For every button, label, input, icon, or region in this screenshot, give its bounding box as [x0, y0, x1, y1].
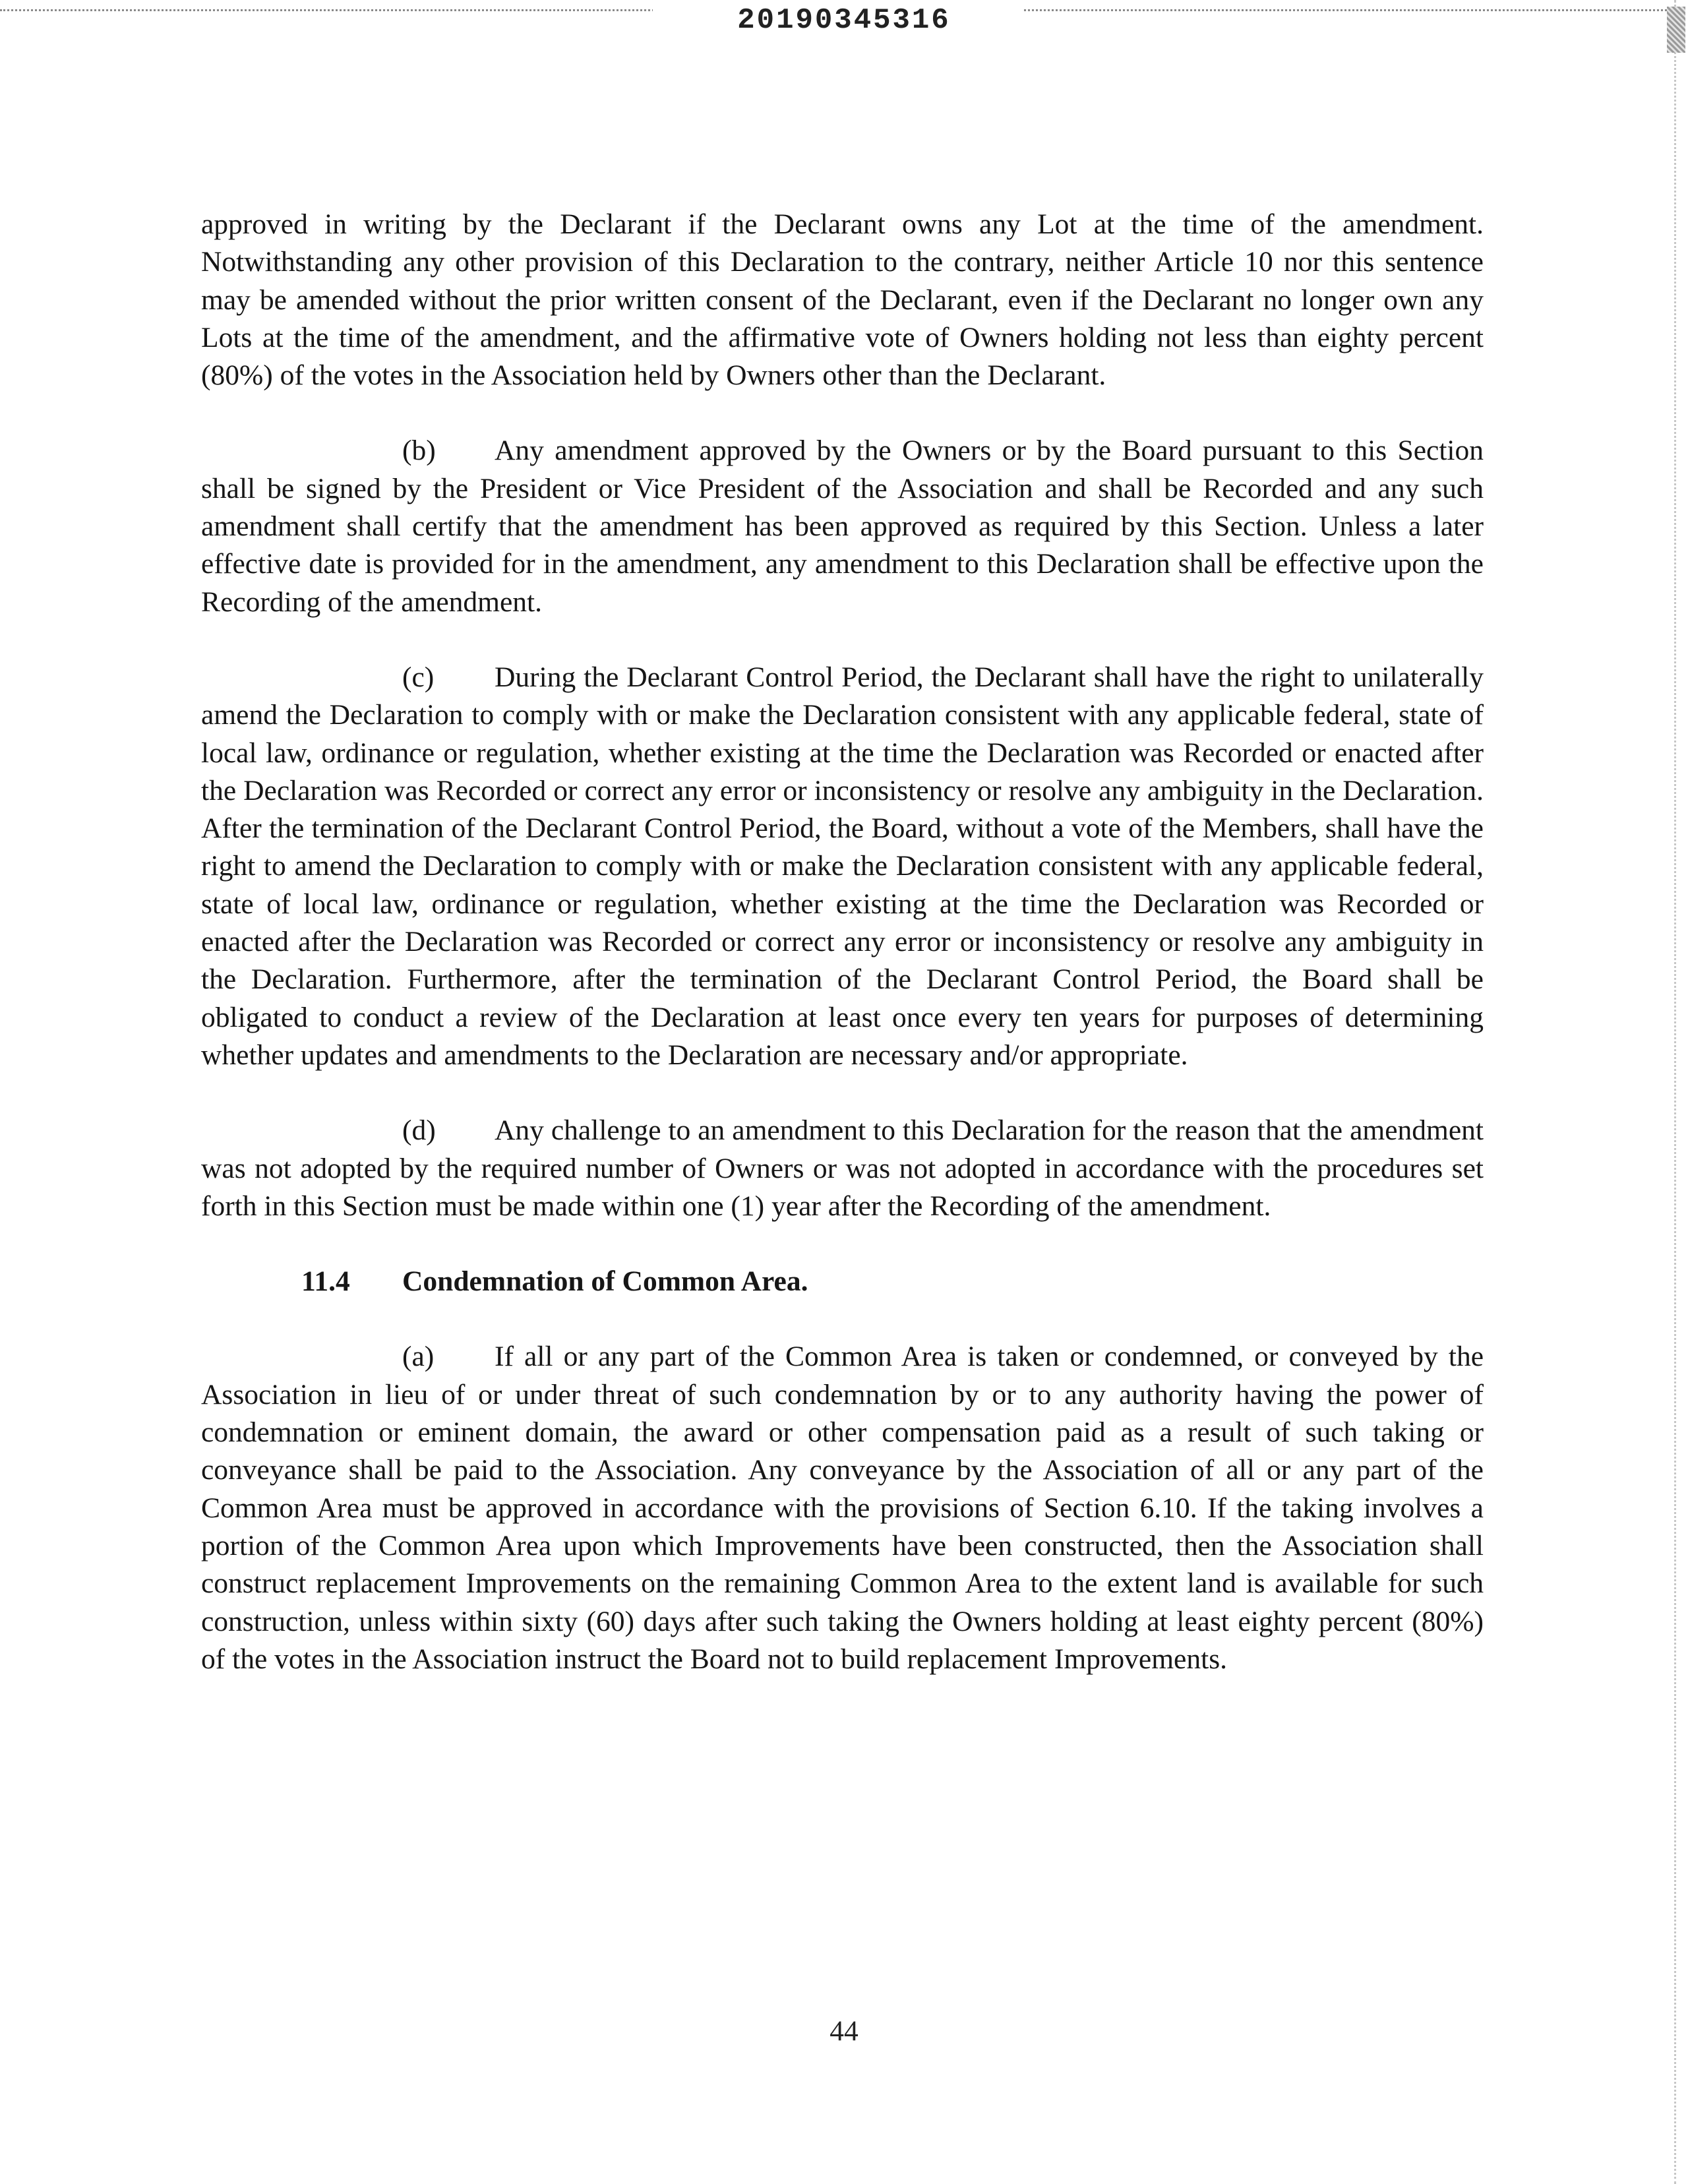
- paragraph-b-text: Any amendment approved by the Owners or by the Board pursuant to this Section shall be signed by the President or Vice President of the Association and shall be Recorded and any such amendment shall certify that the amendment has been approved as required by this Section. Unless a later effective date is provided for in the amendment, any amendment to this Declaration shall be effective upon the Recording of the amendment.: [201, 435, 1484, 618]
- paragraph-a-text: If all or any part of the Common Area is taken or condemned, or conveyed by the Association in lieu of or under threat of such condemnation by or to any authority having the power of condemnation or eminent domain, the award or other compensation paid as a result of such taking or conveyance shall be paid to the Association. Any conveyance by the Association of all or any part of the Common Area must be approved in accordance with the provisions of Section 6.10. If the taking involves a portion of the Common Area upon which Improvements have been constructed, then the Association shall construct replacement Improvements on the remaining Common Area to the extent land is available for such construction, unless within sixty (60) days after such taking the Owners holding at least eighty percent (80%) of the votes in the Association instruct the Board not to build replacement Improvements.: [201, 1341, 1484, 1675]
- paragraph-intro: approved in writing by the Declarant if the Declarant owns any Lot at the time of the amendment. Notwithstanding any other provision of this Declaration to the contrary, neither Article 10 nor this sentence may be amended without the prior written consent of the Declarant, even if the Declarant no longer own any Lots at the time of the amendment, and the affirmative vote of Owners holding not less than eighty percent (80%) of the votes in the Association held by Owners other than the Declarant.: [201, 208, 1484, 392]
- section-title: Condemnation of Common Area.: [402, 1265, 808, 1298]
- paragraph-d-label: (d): [402, 1114, 436, 1147]
- page-number: 44: [829, 2015, 859, 2047]
- paragraph-b: [201, 432, 1484, 621]
- section-heading: [301, 1263, 1484, 1300]
- paragraph-b-label: (b): [402, 435, 436, 467]
- scan-border-right: [1674, 0, 1680, 2184]
- paragraph-c-text: During the Declarant Control Period, the Declarant shall have the right to unilaterally amend the Declaration to comply with or make the Declaration consistent with any applicable federal, state of local law, ordinance or regulation, whether existing at the time the Declaration was Recorded or enacted after the Declaration was Recorded or correct any error or inconsistency or resolve any ambiguity in the Declaration. After the termination of the Declarant Control Period, the Board, without a vote of the Members, shall have the right to amend the Declaration to comply with or make the Declaration consistent with any applicable federal, state of local law, ordinance or regulation, whether existing at the time the Declaration was Recorded or enacted after the Declaration was Recorded or correct any error or inconsistency or resolve any ambiguity in the Declaration. Furthermore, after the termination of the Declarant Control Period, the Board shall be obligated to conduct a review of the Declaration at least once every ten years for purposes of determining whether updates and amendments to the Declaration are necessary and/or appropriate.: [201, 661, 1484, 1071]
- paragraph-c: [201, 659, 1484, 1074]
- paragraph-d: [201, 1112, 1484, 1225]
- paragraph-d-text: Any challenge to an amendment to this Declaration for the reason that the amendment was not adopted by the required number of Owners or was not adopted in accordance with the procedures set forth in this Section must be made within one (1) year after the Recording of the amendment.: [201, 1114, 1484, 1222]
- section-number: 11.4: [301, 1265, 350, 1298]
- document-number: 20190345316: [737, 4, 951, 37]
- document-body: [201, 206, 1484, 1678]
- paragraph-a: [201, 1338, 1484, 1678]
- paragraph-a-label: (a): [402, 1341, 435, 1373]
- paragraph-c-label: (c): [402, 661, 435, 693]
